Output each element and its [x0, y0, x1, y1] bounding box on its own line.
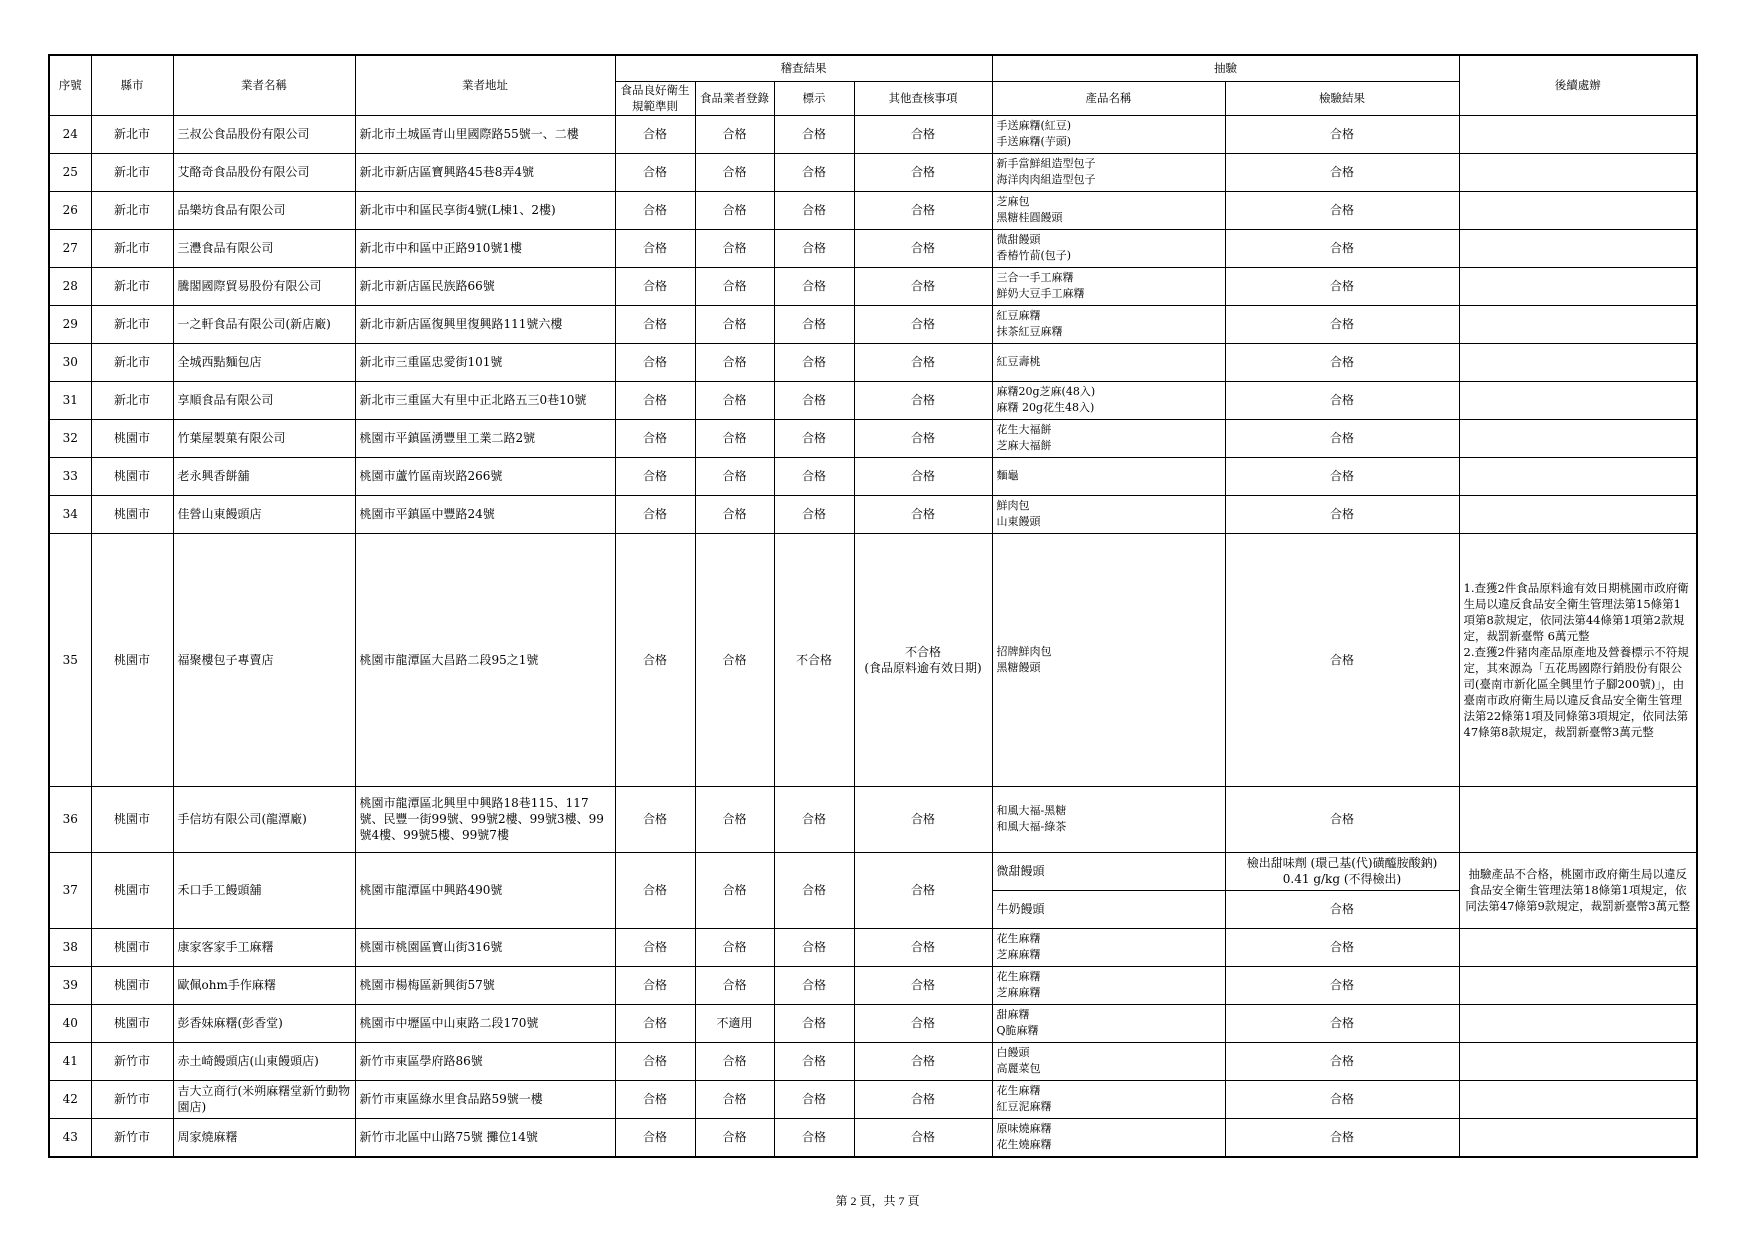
cell-business-name: 艾酪奇食品股份有限公司: [173, 153, 355, 191]
product-line: 芝麻大福餅: [996, 439, 1052, 452]
header-other: 其他查核事項: [854, 81, 992, 115]
cell-county: 新北市: [91, 267, 173, 305]
cell-other-checks: 合格: [854, 966, 992, 1004]
header-inspection-group: 稽查結果: [615, 55, 992, 81]
cell-followup: [1459, 1042, 1697, 1080]
cell-followup: [1459, 229, 1697, 267]
cell-gmp: 合格: [615, 1004, 695, 1042]
cell-registration: 合格: [695, 153, 774, 191]
cell-business-name: 手信坊有限公司(龍潭廠): [173, 786, 355, 852]
cell-gmp: 合格: [615, 381, 695, 419]
cell-address: 新北市三重區忠愛街101號: [355, 343, 615, 381]
cell-other-checks: 合格: [854, 115, 992, 153]
header-followup: 後續處辦: [1459, 55, 1697, 115]
cell-labeling: 合格: [774, 419, 854, 457]
cell-county: 新北市: [91, 153, 173, 191]
table-row: [49, 1004, 1697, 1042]
cell-seq: 31: [49, 381, 91, 419]
cell-followup: [1459, 1004, 1697, 1042]
cell-gmp: 合格: [615, 305, 695, 343]
cell-address: 桃園市平鎮區中豐路24號: [355, 495, 615, 533]
cell-test-result: 合格: [1225, 419, 1459, 457]
product-line: 海洋肉肉組造型包子: [996, 173, 1096, 186]
cell-labeling: 合格: [774, 305, 854, 343]
table-row: [49, 966, 1697, 1004]
cell-test-result: 合格: [1225, 115, 1459, 153]
cell-labeling: 合格: [774, 381, 854, 419]
page-footer: 第 2 頁，共 7 頁: [835, 1194, 920, 1208]
cell-labeling: 合格: [774, 495, 854, 533]
cell-registration: 合格: [695, 381, 774, 419]
product-line: 麻糬 20g花生48入): [996, 401, 1095, 414]
product-line: Q脆麻糬: [996, 1024, 1039, 1037]
header-product: 產品名稱: [992, 81, 1225, 115]
product-line: 紅豆麻糬: [996, 309, 1041, 322]
cell-labeling: 合格: [774, 267, 854, 305]
cell-gmp: 合格: [615, 115, 695, 153]
cell-seq: 29: [49, 305, 91, 343]
cell-business-name: 吉大立商行(米朔麻糬堂新竹動物園店): [173, 1080, 355, 1118]
cell-address: 新竹市東區學府路86號: [355, 1042, 615, 1080]
cell-business-name: 佳營山東饅頭店: [173, 495, 355, 533]
cell-labeling: 合格: [774, 1080, 854, 1118]
cell-seq: 36: [49, 786, 91, 852]
cell-labeling: 合格: [774, 115, 854, 153]
product-line: 白饅頭: [996, 1046, 1030, 1059]
cell-test-result: 合格: [1225, 786, 1459, 852]
product-line: 芝麻麻糬: [996, 948, 1041, 961]
cell-registration: 合格: [695, 1080, 774, 1118]
product-line: 甜麻糬: [996, 1008, 1030, 1021]
cell-county: 新北市: [91, 229, 173, 267]
cell-gmp: 合格: [615, 1080, 695, 1118]
cell-county: 桃園市: [91, 495, 173, 533]
cell-labeling: 合格: [774, 457, 854, 495]
cell-test-result: 合格: [1225, 343, 1459, 381]
cell-seq: 37: [49, 852, 91, 928]
cell-seq: 34: [49, 495, 91, 533]
cell-address: 桃園市桃園區寶山街316號: [355, 928, 615, 966]
header-county: 縣市: [91, 55, 173, 115]
product-line: 芝麻包: [996, 195, 1030, 208]
cell-gmp: 合格: [615, 343, 695, 381]
cell-labeling: 合格: [774, 1004, 854, 1042]
cell-registration: 合格: [695, 457, 774, 495]
cell-gmp: 合格: [615, 229, 695, 267]
cell-other-checks: 合格: [854, 852, 992, 928]
cell-seq: 26: [49, 191, 91, 229]
cell-followup: [1459, 153, 1697, 191]
product-line: 和風大福-黑糖: [996, 804, 1067, 817]
cell-gmp: 合格: [615, 495, 695, 533]
header-test-result: 檢驗結果: [1225, 81, 1459, 115]
cell-followup: [1459, 191, 1697, 229]
cell-county: 新竹市: [91, 1118, 173, 1157]
cell-business-name: 赤土崎饅頭店(山東饅頭店): [173, 1042, 355, 1080]
product-line: 花生大福餅: [996, 423, 1052, 436]
cell-test-result: 合格: [1225, 267, 1459, 305]
table-row: [49, 305, 1697, 343]
cell-product-name: [992, 1118, 1225, 1157]
cell-followup: [1459, 419, 1697, 457]
product-line: 花生麻糬: [996, 932, 1041, 945]
cell-other-checks: 合格: [854, 1004, 992, 1042]
product-line: 招牌鮮肉包: [996, 644, 1052, 658]
cell-product-name: [992, 267, 1225, 305]
cell-business-name: 全城西點麵包店: [173, 343, 355, 381]
cell-test-result: 合格: [1225, 495, 1459, 533]
cell-product-name: [992, 115, 1225, 153]
cell-product-name: [992, 343, 1225, 381]
cell-address: 桃園市龍潭區中興路490號: [355, 852, 615, 928]
cell-test-result: 檢出甜味劑 (環己基(代)磺醯胺酸鈉) 0.41 g/kg (不得檢出): [1225, 852, 1459, 890]
cell-labeling: 合格: [774, 966, 854, 1004]
cell-county: 桃園市: [91, 928, 173, 966]
cell-business-name: 一之軒食品有限公司(新店廠): [173, 305, 355, 343]
cell-test-result: 合格: [1225, 191, 1459, 229]
cell-business-name: 歐佩ohm手作麻糬: [173, 966, 355, 1004]
cell-seq: 32: [49, 419, 91, 457]
product-line: 高麗菜包: [996, 1062, 1041, 1075]
table-row: [49, 419, 1697, 457]
cell-registration: 合格: [695, 305, 774, 343]
cell-registration: 合格: [695, 533, 774, 786]
cell-gmp: 合格: [615, 267, 695, 305]
cell-address: 新竹市北區中山路75號 攤位14號: [355, 1118, 615, 1157]
table-row: [49, 457, 1697, 495]
cell-followup: [1459, 115, 1697, 153]
cell-seq: 39: [49, 966, 91, 1004]
cell-gmp: 合格: [615, 786, 695, 852]
cell-other-checks: 合格: [854, 229, 992, 267]
cell-county: 新北市: [91, 381, 173, 419]
cell-other-checks: 合格: [854, 343, 992, 381]
product-line: 微甜饅頭: [996, 233, 1041, 246]
cell-county: 桃園市: [91, 533, 173, 786]
cell-registration: 合格: [695, 852, 774, 928]
cell-product-name: [992, 966, 1225, 1004]
cell-seq: 43: [49, 1118, 91, 1157]
cell-other-checks: 不合格 (食品原料逾有效日期): [854, 533, 992, 786]
product-line: 黑糖饅頭: [996, 660, 1041, 674]
cell-test-result: 合格: [1225, 1042, 1459, 1080]
cell-other-checks: 合格: [854, 1042, 992, 1080]
cell-registration: 合格: [695, 191, 774, 229]
cell-product-name: [992, 928, 1225, 966]
table-row: [49, 115, 1697, 153]
product-line: 香椿竹葥(包子): [996, 249, 1072, 262]
cell-test-result: 合格: [1225, 1118, 1459, 1157]
table-row: [49, 495, 1697, 533]
cell-product-name: 牛奶饅頭: [992, 890, 1225, 928]
cell-product-name: [992, 381, 1225, 419]
cell-business-name: 享順食品有限公司: [173, 381, 355, 419]
cell-labeling: 合格: [774, 786, 854, 852]
cell-business-name: 老永興香餅舖: [173, 457, 355, 495]
cell-gmp: 合格: [615, 191, 695, 229]
cell-registration: 合格: [695, 343, 774, 381]
cell-address: 桃園市楊梅區新興街57號: [355, 966, 615, 1004]
cell-other-checks: 合格: [854, 267, 992, 305]
cell-county: 新竹市: [91, 1080, 173, 1118]
cell-address: 桃園市平鎮區湧豐里工業二路2號: [355, 419, 615, 457]
table-row: [49, 229, 1697, 267]
cell-address: 桃園市蘆竹區南崁路266號: [355, 457, 615, 495]
table-row: [49, 191, 1697, 229]
cell-address: 桃園市龍潭區大昌路二段95之1號: [355, 533, 615, 786]
cell-test-result: 合格: [1225, 153, 1459, 191]
cell-other-checks: 合格: [854, 928, 992, 966]
cell-other-checks: 合格: [854, 419, 992, 457]
cell-product-name: [992, 533, 1225, 786]
cell-registration: 合格: [695, 267, 774, 305]
cell-address: 桃園市龍潭區北興里中興路18巷115、117號、民豐一街99號、99號2樓、99號3樓、99號4樓、99號5樓、99號7樓: [355, 786, 615, 852]
cell-followup: [1459, 1118, 1697, 1157]
cell-product-name: [992, 419, 1225, 457]
product-line: 花生麻糬: [996, 1084, 1041, 1097]
product-line: 山東饅頭: [996, 515, 1041, 528]
cell-county: 桃園市: [91, 852, 173, 928]
cell-followup: [1459, 381, 1697, 419]
product-line: 麵龜: [996, 469, 1019, 482]
header-gmp: 食品良好衛生規範準則: [615, 81, 695, 115]
product-line: 原味燒麻糬: [996, 1122, 1052, 1135]
cell-labeling: 合格: [774, 343, 854, 381]
cell-other-checks: 合格: [854, 1118, 992, 1157]
cell-labeling: 合格: [774, 852, 854, 928]
cell-other-checks: 合格: [854, 457, 992, 495]
cell-seq: 41: [49, 1042, 91, 1080]
cell-test-result: 合格: [1225, 966, 1459, 1004]
cell-product-name: [992, 495, 1225, 533]
cell-product-name: [992, 229, 1225, 267]
cell-registration: 合格: [695, 419, 774, 457]
cell-other-checks: 合格: [854, 153, 992, 191]
cell-followup: [1459, 457, 1697, 495]
table-body: [49, 115, 1697, 1157]
table-row: [49, 533, 1697, 786]
table-row: [49, 343, 1697, 381]
cell-registration: 合格: [695, 229, 774, 267]
product-line: 三合一手工麻糬: [996, 271, 1074, 284]
cell-seq: 40: [49, 1004, 91, 1042]
cell-gmp: 合格: [615, 419, 695, 457]
cell-gmp: 合格: [615, 1118, 695, 1157]
cell-test-result: 合格: [1225, 229, 1459, 267]
cell-registration: 合格: [695, 115, 774, 153]
header-sampling-group: 抽驗: [992, 55, 1459, 81]
cell-registration: 合格: [695, 1118, 774, 1157]
table-row: [49, 1042, 1697, 1080]
cell-county: 新北市: [91, 191, 173, 229]
cell-seq: 24: [49, 115, 91, 153]
header-seq: 序號: [49, 55, 91, 115]
cell-other-checks: 合格: [854, 1080, 992, 1118]
cell-followup: [1459, 786, 1697, 852]
header-registration: 食品業者登錄: [695, 81, 774, 115]
cell-test-result: 合格: [1225, 890, 1459, 928]
cell-registration: 合格: [695, 786, 774, 852]
cell-business-name: 三灃食品有限公司: [173, 229, 355, 267]
cell-followup: 抽驗產品不合格，桃園市政府衛生局以違反食品安全衛生管理法第18條第1項規定，依同法第47條第9款規定，裁罰新臺幣3萬元整: [1459, 852, 1697, 928]
cell-seq: 30: [49, 343, 91, 381]
cell-registration: 合格: [695, 928, 774, 966]
cell-address: 新北市新店區民族路66號: [355, 267, 615, 305]
table-row: [49, 267, 1697, 305]
product-line: 手送麻糬(芋頭): [996, 135, 1072, 148]
cell-followup: [1459, 1080, 1697, 1118]
product-line: 芝麻麻糬: [996, 986, 1041, 999]
cell-followup: [1459, 928, 1697, 966]
cell-gmp: 合格: [615, 153, 695, 191]
cell-other-checks: 合格: [854, 305, 992, 343]
cell-gmp: 合格: [615, 533, 695, 786]
cell-county: 桃園市: [91, 1004, 173, 1042]
table-row: [49, 852, 1697, 890]
cell-seq: 38: [49, 928, 91, 966]
cell-followup: 1.查獲2件食品原料逾有效日期桃園市政府衛生局以違反食品安全衛生管理法第15條第1項第8款規定，依同法第44條第1項第2款規定，裁罰新臺幣 6萬元整 2.查獲2件豬肉產品原產地及營養標示不符規定，其來源為「五花馬國際行銷股份有限公司(臺南市新化區全興里竹子腳200號)」，由臺南市政府衛生局以違反食品安全衛生管理法第22條第1項及同條第3項規定，依同法第47條第8款規定，裁罰新臺幣3萬元整: [1459, 533, 1697, 786]
cell-product-name: [992, 1042, 1225, 1080]
cell-address: 新北市中和區民享街4號(L棟1、2樓): [355, 191, 615, 229]
cell-seq: 25: [49, 153, 91, 191]
cell-test-result: 合格: [1225, 381, 1459, 419]
header-address: 業者地址: [355, 55, 615, 115]
cell-product-name: 微甜饅頭: [992, 852, 1225, 890]
cell-labeling: 合格: [774, 153, 854, 191]
product-line: 抹茶紅豆麻糬: [996, 325, 1063, 338]
table-row: [49, 1118, 1697, 1157]
cell-followup: [1459, 305, 1697, 343]
cell-seq: 35: [49, 533, 91, 786]
product-line: 黑糖桂圓饅頭: [996, 211, 1063, 224]
cell-county: 桃園市: [91, 966, 173, 1004]
cell-test-result: 合格: [1225, 305, 1459, 343]
product-line: 花生麻糬: [996, 970, 1041, 983]
cell-county: 桃園市: [91, 419, 173, 457]
cell-county: 新北市: [91, 305, 173, 343]
table-row: [49, 153, 1697, 191]
cell-gmp: 合格: [615, 852, 695, 928]
cell-gmp: 合格: [615, 1042, 695, 1080]
cell-seq: 27: [49, 229, 91, 267]
cell-business-name: 康家客家手工麻糬: [173, 928, 355, 966]
product-line: 鮮奶大豆手工麻糬: [996, 287, 1085, 300]
cell-county: 新北市: [91, 343, 173, 381]
table-row: [49, 1080, 1697, 1118]
product-line: 手送麻糬(紅豆): [996, 119, 1072, 132]
cell-seq: 28: [49, 267, 91, 305]
cell-test-result: 合格: [1225, 1004, 1459, 1042]
cell-seq: 42: [49, 1080, 91, 1118]
product-line: 紅豆壽桃: [996, 355, 1041, 368]
cell-business-name: 品樂坊食品有限公司: [173, 191, 355, 229]
cell-address: 新竹市東區綠水里食品路59號一樓: [355, 1080, 615, 1118]
table-row: [49, 786, 1697, 852]
cell-address: 桃園市中壢區中山東路二段170號: [355, 1004, 615, 1042]
cell-business-name: 騰閣國際貿易股份有限公司: [173, 267, 355, 305]
cell-followup: [1459, 495, 1697, 533]
cell-product-name: [992, 1080, 1225, 1118]
inspection-results-table: [48, 54, 1698, 1158]
cell-county: 新竹市: [91, 1042, 173, 1080]
cell-followup: [1459, 267, 1697, 305]
cell-registration: 合格: [695, 1042, 774, 1080]
cell-labeling: 合格: [774, 1042, 854, 1080]
product-line: 紅豆泥麻糬: [996, 1100, 1052, 1113]
cell-address: 新北市中和區中正路910號1樓: [355, 229, 615, 267]
cell-product-name: [992, 457, 1225, 495]
product-line: 新手當鮮組造型包子: [996, 157, 1096, 170]
cell-gmp: 合格: [615, 928, 695, 966]
cell-test-result: 合格: [1225, 1080, 1459, 1118]
product-line: 和風大福-綠茶: [996, 820, 1067, 833]
cell-labeling: 不合格: [774, 533, 854, 786]
cell-registration: 合格: [695, 495, 774, 533]
cell-gmp: 合格: [615, 966, 695, 1004]
cell-business-name: 禾口手工饅頭舖: [173, 852, 355, 928]
header-labeling: 標示: [774, 81, 854, 115]
cell-labeling: 合格: [774, 229, 854, 267]
cell-business-name: 彭香妹麻糬(彭香堂): [173, 1004, 355, 1042]
cell-test-result: 合格: [1225, 533, 1459, 786]
product-line: 花生燒麻糬: [996, 1138, 1052, 1151]
cell-county: 桃園市: [91, 786, 173, 852]
cell-test-result: 合格: [1225, 457, 1459, 495]
cell-followup: [1459, 343, 1697, 381]
cell-business-name: 福聚樓包子專賣店: [173, 533, 355, 786]
cell-county: 新北市: [91, 115, 173, 153]
header-name: 業者名稱: [173, 55, 355, 115]
cell-labeling: 合格: [774, 928, 854, 966]
cell-product-name: [992, 305, 1225, 343]
table-row: [49, 928, 1697, 966]
cell-county: 桃園市: [91, 457, 173, 495]
cell-gmp: 合格: [615, 457, 695, 495]
cell-seq: 33: [49, 457, 91, 495]
cell-test-result: 合格: [1225, 928, 1459, 966]
cell-other-checks: 合格: [854, 191, 992, 229]
cell-registration: 合格: [695, 966, 774, 1004]
cell-product-name: [992, 153, 1225, 191]
cell-other-checks: 合格: [854, 495, 992, 533]
product-line: 麻糬20g芝麻(48入): [996, 385, 1096, 398]
cell-other-checks: 合格: [854, 381, 992, 419]
cell-address: 新北市新店區寶興路45巷8弄4號: [355, 153, 615, 191]
cell-other-checks: 合格: [854, 786, 992, 852]
cell-address: 新北市三重區大有里中正北路五三0巷10號: [355, 381, 615, 419]
cell-product-name: [992, 1004, 1225, 1042]
cell-business-name: 周家燒麻糬: [173, 1118, 355, 1157]
cell-business-name: 三叔公食品股份有限公司: [173, 115, 355, 153]
cell-address: 新北市土城區青山里國際路55號一、二樓: [355, 115, 615, 153]
cell-business-name: 竹葉屋製菓有限公司: [173, 419, 355, 457]
cell-address: 新北市新店區復興里復興路111號六樓: [355, 305, 615, 343]
cell-product-name: [992, 786, 1225, 852]
cell-labeling: 合格: [774, 1118, 854, 1157]
cell-registration: 不適用: [695, 1004, 774, 1042]
cell-labeling: 合格: [774, 191, 854, 229]
cell-followup: [1459, 966, 1697, 1004]
product-line: 鮮肉包: [996, 499, 1030, 512]
table-row: [49, 381, 1697, 419]
cell-product-name: [992, 191, 1225, 229]
